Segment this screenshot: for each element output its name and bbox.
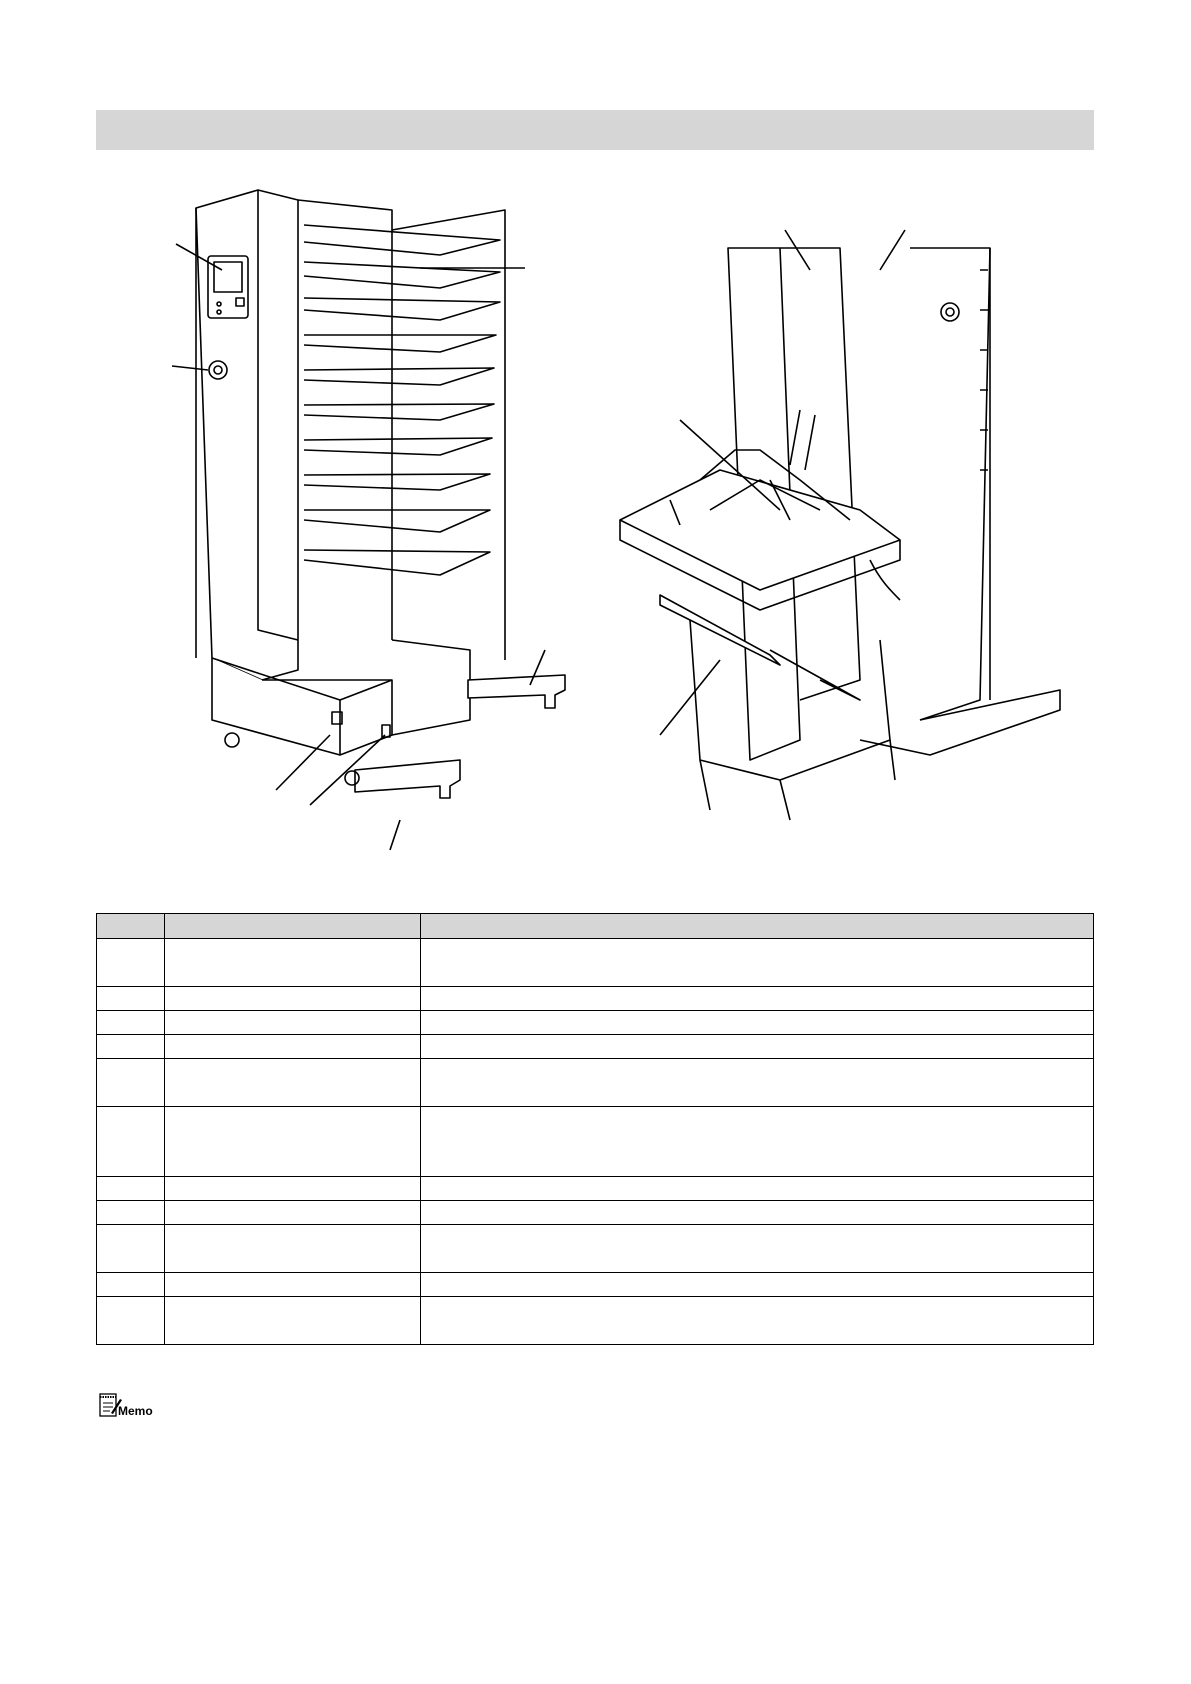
table-row [97, 939, 1094, 987]
table-row [97, 1059, 1094, 1107]
table-row [97, 1273, 1094, 1297]
table-row [97, 987, 1094, 1011]
part-number-cell [97, 939, 165, 987]
part-number-cell [97, 1273, 165, 1297]
part-number-cell [97, 1059, 165, 1107]
feeder-tray-drawing [620, 230, 1060, 820]
part-name-cell [165, 1035, 421, 1059]
table-row [97, 1107, 1094, 1177]
part-name-cell [165, 939, 421, 987]
part-number-cell [97, 1201, 165, 1225]
part-description-cell [421, 1059, 1094, 1107]
stabilizer-front [355, 760, 460, 798]
part-name-cell [165, 1011, 421, 1035]
part-number-cell [97, 1011, 165, 1035]
machine-illustration [0, 180, 1191, 860]
memo-icon [98, 1391, 153, 1419]
part-number-cell [97, 1177, 165, 1201]
part-description-cell [421, 939, 1094, 987]
part-description-cell [421, 1107, 1094, 1177]
part-name-cell [165, 987, 421, 1011]
part-description-cell [421, 1011, 1094, 1035]
part-number-cell [97, 987, 165, 1011]
part-name-cell [165, 1297, 421, 1345]
memo-label: Memo [118, 1404, 153, 1418]
part-number-cell [97, 1035, 165, 1059]
part-number-cell [97, 1107, 165, 1177]
part-name-cell [165, 1273, 421, 1297]
table-row [97, 1297, 1094, 1345]
parts-table [96, 913, 1094, 1345]
part-description-cell [421, 1201, 1094, 1225]
part-description-cell [421, 1273, 1094, 1297]
header-description [421, 914, 1094, 939]
header-no [97, 914, 165, 939]
table-row [97, 1035, 1094, 1059]
table-header-row [97, 914, 1094, 939]
part-description-cell [421, 1297, 1094, 1345]
part-name-cell [165, 1225, 421, 1273]
table-row [97, 1201, 1094, 1225]
part-description-cell [421, 987, 1094, 1011]
bin-trays [304, 225, 500, 575]
part-number-cell [97, 1225, 165, 1273]
part-name-cell [165, 1107, 421, 1177]
part-number-cell [97, 1297, 165, 1345]
table-row [97, 1011, 1094, 1035]
table-row [97, 1225, 1094, 1273]
part-name-cell [165, 1201, 421, 1225]
stabilizer-side [468, 675, 565, 708]
part-description-cell [421, 1035, 1094, 1059]
section-title-bar [96, 110, 1094, 150]
table-row [97, 1177, 1094, 1201]
part-name-cell [165, 1177, 421, 1201]
part-description-cell [421, 1177, 1094, 1201]
header-name [165, 914, 421, 939]
part-name-cell [165, 1059, 421, 1107]
collator-tower-drawing [172, 190, 565, 850]
part-description-cell [421, 1225, 1094, 1273]
